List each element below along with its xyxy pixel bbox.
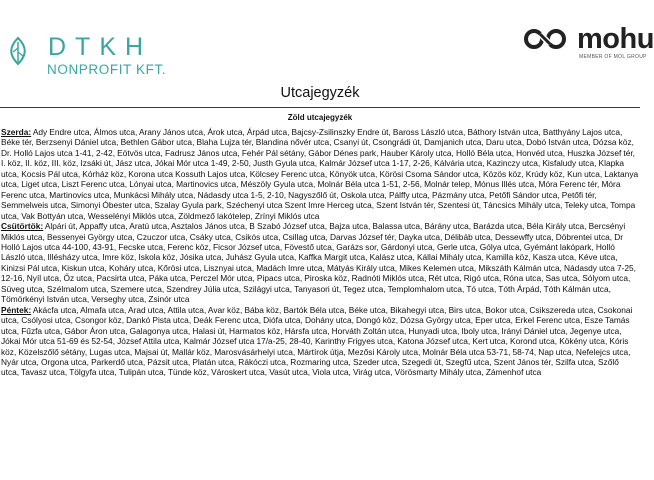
page-title: Utcajegyzék bbox=[280, 85, 360, 101]
dtkh-brand-name: DTKH bbox=[48, 33, 153, 61]
day-label-thursday: Csütörtök: bbox=[1, 221, 44, 232]
street-list-panel bbox=[0, 107, 640, 401]
mohu-infinity-logo-icon bbox=[522, 28, 572, 50]
mohu-brand-tagline: MEMBER OF MOL GROUP bbox=[579, 54, 647, 60]
page-header bbox=[0, 0, 654, 80]
dtkh-brand-subtitle: NONPROFIT KFT. bbox=[47, 62, 167, 77]
day-label-friday: Péntek: bbox=[1, 304, 32, 315]
dtkh-leaf-logo-icon bbox=[6, 36, 30, 66]
section-title: Zöld utcajegyzék bbox=[287, 113, 353, 122]
streets-friday: Akácfa utca, Almafa utca, Arad utca, Attila utca, Avar köz, Bába köz, Bartók Béla utca, Béke utca, Bikahegyi utca, Birs utca, Bokor utca, Csikszereda utca, Csokonai utca, Csólyosi utca, Csongor köz, Dankó Pista utca, Deák Ferenc utca, Diófa utca, Dohány utca, Dongó köz, Dózsa György utca, Eper utca, Erkel Ferenc utca, Esze Tamás utca, Fűzfa utca, Gábor Áron utca, Galagonya utca, Halasi út, Harmatos köz, Hársfa utca, Horváth Zoltán utca, Hunyadi utca, Iboly utca, Irányi Dániel utca, Jegenye utca, Jókai Mór utca 51-69 és 52-54, József Attila utca, Kalmár József utca 17/a-25, 28-40, Karinthy Frigyes utca, Katona József utca, Kert utca, Korond utca, Kökény utca, Kóris köz, Közelszőlő sétány, Lugas utca, Majsai út, Mallár köz, Marosvásárhelyi utca, Mártírok útja, Mezősi Károly utca, Molnár Béla utca 53-71, 58-74, Nap utca, Nefelejcs utca, Nyár utca, Orgona utca, Parkerdő utca, Pázsit utca, Platán utca, Rákóczi utca, Rozmaring utca, Szeder utca, Szegedi út, Szegfű utca, Szent János tér, Szilfa utca, Szőlő utca, Tavasz utca, Tölgyfa utca, Tulipán utca, Tünde köz, Városkert utca, Vasút utca, Viola utca, Virág utca, Vörösmarty Mihály utca, Zámenhof utca bbox=[1, 304, 633, 378]
streets-thursday: Alpári út, Appaffy utca, Aratú utca, Asztalos János utca, B Szabó József utca, Bajza utca, Balassa utca, Bárány utca, Barázda utca, Béla Király utca, Bercsényi Miklós utca, Bessenyei György utca, Czuczor utca, Csáky utca, Csikós utca, Csillag utca, Darvas József tér, Dayka utca, Délibáb utca, Dessewffy utca, Döbrentei utca, Dr Holló Lajos utca 44-100, 43-91, Fecske utca, Ferenc köz, Ficsor József utca, Fövestő utca, Garázs sor, Gárdonyi utca, Gerle utca, Gólya utca, Gyémánt lakópark, Holló László utca, Illésházy utca, Imre köz, Iskola köz, Jósika utca, Juhász Gyula utca, Kaffka Margit utca, Kalász utca, Kállai Mihály utca, Kamilla köz, Kasza utca, Kéve utca, Kinizsi Pál utca, Kiskun utca, Koháry utca, Kőrösi utca, Lisznyai utca, Madách Imre utca, Mátyás Király utca, Mikes Kelemen utca, Mikszáth Kálmán utca, Nádasdy utca 7-25, 12-16, Nyíl utca, Őz utca, Pacsirta utca, Páka utca, Perczel Mór utca, Pipacs utca, Piroska köz, Radnóti Miklós utca, Rét utca, Rigó utca, Róna utca, Sas utca, Sólyom utca, Süveg utca, Szélmalom utca, Szemere utca, Szendrey Júlia utca, Szilágyi utca, Tanyasori út, Tegez utca, Templomhalom utca, Tó utca, Tóth Árpád, Tóth Kálmán utca, Tömörkényi István utca, Verseghy utca, Zsinór utca bbox=[1, 221, 636, 305]
mohu-brand-name: mohu bbox=[577, 23, 654, 55]
street-list bbox=[0, 127, 640, 378]
streets-wednesday: Ady Endre utca, Álmos utca, Arany János utca, Árok utca, Árpád utca, Bajcsy-Zsilinszky Endre út, Baross László utca, Báthory István utca, Batthyány Lajos utca, Béke tér, Berzsenyi Dániel utca, Bethlen Gábor utca, Blaha Lujza tér, Blandina nővér utca, Csanyi út, Csongrádi út, Damjanich utca, Daru utca, Dobó István utca, Dózsa köz, Dr. Holló Lajos utca 1-41, 2-42, Eötvös utca, Fadrusz János utca, Fehér Pál sétány, Gábor Dénes park, Hauber Károly utca, Holló Béla utca, Honvéd utca, Huszka József tér, I. köz, II. köz, III. köz, Izsáki út, Jász utca, Jókai Mór utca 1-49, 2-50, Justh Gyula utca, Kalmár József utca 1-17, 2-26, Kálvária utca, Kazinczy utca, Kisfaludy utca, Klapka utca, Kocsis Pál utca, Kórház köz, Korona utca Kossuth Lajos utca, Kölcsey Ferenc utca, Könyök utca, Körösi Csoma Sándor utca, Közös köz, Krúdy köz, Kun utca, Laktanya utca, Liget utca, Liszt Ferenc utca, Lónyai utca, Martinovics utca, Mészöly Gyula utca, Molnár Béla utca 1-51, 2-56, Molnár telep, Mónus Illés utca, Móra Ferenc tér, Móra Ferenc utca, Martinovics utca, Munkácsi Mihály utca, Nádasdy utca 1-5, 2-10, Nagyszőlő út, Oskola utca, Pálffy utca, Pázmány utca, Petőfi Sándor utca, Petőfi tér, Semmelweis utca, Simonyi Óbester utca, Szalay Gyula park, Széchenyi utca Szent Imre Herceg utca, Szent István tér, Szentesi út, Táncsics Mihály utca, Teleky utca, Tompa utca, Vak Bottyán utca, Wesselényi Miklós utca, Zöldmező lakótelep, Zrínyi Miklós utca bbox=[1, 127, 639, 221]
day-label-wednesday: Szerda: bbox=[1, 127, 32, 137]
